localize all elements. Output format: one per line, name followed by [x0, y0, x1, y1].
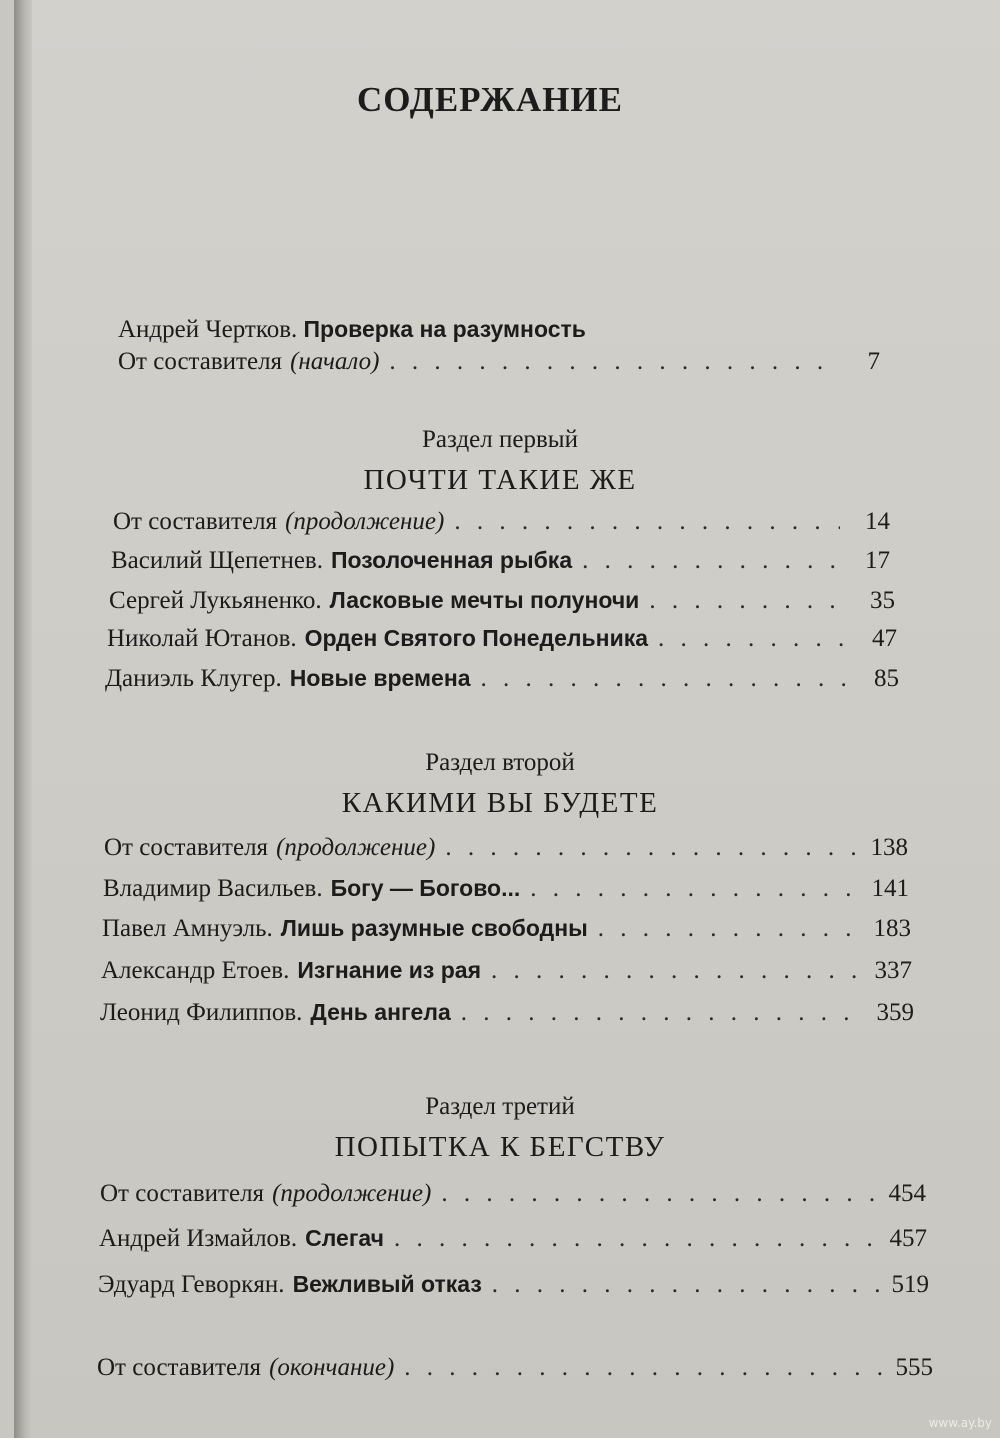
- toc-work-title: Вежливый отказ: [292, 1271, 482, 1297]
- toc-note: (начало): [290, 348, 380, 375]
- toc-leader-dots: [582, 543, 840, 579]
- toc-author: Сергей Лукьяненко.: [109, 587, 322, 614]
- toc-leader-dots: [461, 995, 864, 1031]
- toc-leader-dots: [441, 1176, 876, 1212]
- section-title: ПОЧТИ ТАКИЕ ЖЕ: [363, 464, 637, 496]
- toc-leader-dots: [492, 1267, 879, 1303]
- section-title: КАКИМИ ВЫ БУДЕТЕ: [341, 787, 659, 819]
- toc-work-title: Ласковые мечты полуночи: [329, 587, 640, 613]
- toc-leader-dots: [481, 661, 849, 697]
- toc-page-number: 17: [865, 547, 890, 574]
- section-heading: [0, 425, 1000, 499]
- toc-entry: [103, 870, 909, 906]
- section-label: Раздел первый: [422, 426, 578, 453]
- toc-leader-dots: [404, 1350, 883, 1386]
- toc-note: (продолжение): [276, 834, 436, 861]
- toc-work-title: День ангела: [310, 999, 451, 1025]
- toc-entry: [118, 344, 880, 380]
- toc-author: Василий Щепетнев.: [111, 547, 323, 574]
- toc-page-number: 519: [891, 1271, 929, 1298]
- toc-page-number: 14: [865, 508, 890, 535]
- toc-entry: [111, 542, 890, 578]
- toc-entry: [101, 952, 912, 988]
- section-label: Раздел второй: [425, 749, 575, 776]
- toc-intro-entry: [118, 312, 898, 346]
- toc-entry: [98, 1266, 929, 1302]
- toc-entry: [102, 910, 911, 946]
- toc-author: Николай Ютанов.: [107, 625, 297, 652]
- toc-entry: [104, 830, 908, 866]
- toc-leader-dots: [491, 953, 862, 989]
- toc-author: От составителя: [118, 348, 283, 375]
- toc-work-title: Богу — Богово...: [330, 875, 521, 901]
- toc-leader-dots: [389, 344, 830, 380]
- toc-work-title: Орден Святого Понедельника: [304, 625, 649, 651]
- toc-author: Даниэль Клугер.: [105, 665, 282, 692]
- toc-work-title: Слегач: [305, 1225, 384, 1251]
- toc-leader-dots: [598, 911, 861, 947]
- toc-author: От составителя: [97, 1354, 262, 1381]
- section-title: ПОПЫТКА К БЕГСТВУ: [334, 1131, 666, 1163]
- toc-page-number: 183: [873, 915, 911, 942]
- toc-page-number: 555: [895, 1354, 933, 1381]
- toc-author: Эдуард Геворкян.: [98, 1271, 285, 1298]
- toc-entry: [107, 620, 897, 656]
- section-heading: [0, 1092, 1000, 1166]
- watermark: www.ay.by: [928, 1416, 992, 1430]
- toc-work-title: Позолоченная рыбка: [330, 547, 573, 573]
- toc-page-number: 85: [874, 665, 899, 692]
- toc-work-title: Изгнание из рая: [297, 957, 481, 983]
- toc-page-number: 457: [889, 1225, 927, 1252]
- toc-page-number: 35: [870, 587, 895, 614]
- toc-page-number: 138: [870, 834, 908, 861]
- toc-entry-closing: [97, 1350, 933, 1386]
- toc-entry: [100, 1176, 926, 1212]
- toc-note: (окончание): [269, 1354, 395, 1381]
- toc-note: (продолжение): [285, 508, 445, 535]
- binding-shadow: [14, 0, 32, 1438]
- toc-work-title: Проверка на разумность: [303, 316, 586, 342]
- page-title-text: СОДЕРЖАНИЕ: [356, 80, 623, 119]
- toc-page-number: 337: [874, 957, 912, 984]
- toc-page-number: 47: [872, 625, 897, 652]
- toc-page-number: 141: [871, 875, 909, 902]
- toc-page-number: 7: [867, 348, 880, 375]
- toc-author: Александр Етоев.: [101, 957, 290, 984]
- toc-author: Леонид Филиппов.: [100, 999, 303, 1026]
- toc-page-number: 359: [876, 999, 914, 1026]
- toc-note: (продолжение): [272, 1180, 432, 1207]
- toc-leader-dots: [445, 830, 858, 866]
- toc-author: Павел Амнуэль.: [102, 915, 273, 942]
- toc-leader-dots: [454, 504, 840, 540]
- toc-page-number: 454: [888, 1180, 926, 1207]
- toc-author: Владимир Васильев.: [103, 875, 323, 902]
- toc-entry: [105, 660, 899, 696]
- toc-entry: [109, 582, 895, 618]
- toc-leader-dots: [658, 621, 847, 657]
- toc-author: Андрей Чертков.: [118, 316, 298, 343]
- toc-entry: [100, 994, 914, 1030]
- toc-leader-dots: [394, 1221, 877, 1257]
- toc-author: Андрей Измайлов.: [99, 1225, 298, 1252]
- toc-work-title: Лишь разумные свободны: [280, 915, 588, 941]
- page-title: [0, 80, 1000, 120]
- toc-entry: [99, 1220, 927, 1256]
- toc-work-title: Новые времена: [289, 665, 471, 691]
- toc-author: От составителя: [113, 508, 278, 535]
- toc-leader-dots: [530, 871, 859, 907]
- section-heading: [0, 748, 1000, 822]
- section-label: Раздел третий: [425, 1093, 575, 1120]
- toc-entry: [113, 504, 890, 540]
- toc-leader-dots: [649, 583, 845, 619]
- toc-author: От составителя: [100, 1180, 265, 1207]
- toc-author: От составителя: [104, 834, 269, 861]
